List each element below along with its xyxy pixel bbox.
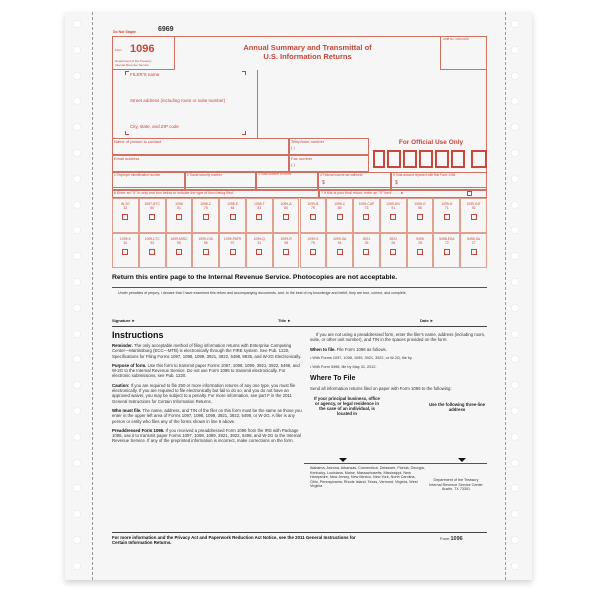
box1-label: 1 Employer identification number [114, 173, 161, 177]
form-type-code: 78 [203, 206, 208, 210]
email-label: Email address [114, 156, 140, 161]
form-type-checkbox[interactable] [122, 249, 128, 255]
tractor-hole [511, 72, 519, 80]
form-type-checkbox[interactable] [337, 214, 343, 220]
footer-form-label: Form [440, 536, 450, 541]
form-type-checkbox[interactable] [390, 214, 396, 220]
tractor-hole [511, 149, 519, 157]
tractor-hole [73, 536, 81, 544]
form-type-checkbox[interactable] [417, 214, 423, 220]
form-type-checkbox[interactable] [203, 214, 209, 220]
tractor-hole [511, 201, 519, 209]
form-type-label: 1099-MISC [170, 237, 188, 241]
form-type-label: 1098-T [253, 202, 265, 206]
tractor-hole [73, 459, 81, 467]
date-field[interactable]: Date ► [420, 318, 434, 323]
form-type-code: 81 [177, 206, 181, 210]
official-use-heading: For Official Use Only [398, 139, 464, 146]
form-type-checkbox[interactable] [444, 249, 450, 255]
form-type-checkbox[interactable] [283, 214, 289, 220]
right-intro: If you are not using a preaddressed form, enter the filer's name, address (including room, suite, or other unit number), and TIN in the spaces provided on the form. [310, 332, 486, 343]
tractor-hole [73, 433, 81, 441]
tractor-hole [511, 46, 519, 54]
form-type-checkbox[interactable] [283, 249, 289, 255]
irs-address [424, 478, 488, 492]
form-type-checkbox[interactable] [363, 214, 369, 220]
instruction-paragraph [112, 428, 302, 444]
form-type-checkbox[interactable] [256, 214, 262, 220]
signature-field[interactable]: Signature ► [112, 318, 136, 323]
form-type-checkbox[interactable] [471, 249, 477, 255]
form-type-checkbox[interactable] [149, 249, 155, 255]
form-type-label: 1099-INT [466, 202, 481, 206]
corner-mark [242, 131, 246, 135]
do-not-staple: Do Not Staple [113, 30, 136, 34]
tractor-hole [73, 278, 81, 286]
form-type-code: 97 [230, 241, 235, 245]
form-type-label: 1099-Q [253, 237, 265, 241]
official-use-box [403, 150, 417, 168]
form-type-code: 31 [257, 241, 262, 245]
form-type-label: 1099-H [441, 202, 453, 206]
form-type-label: 1099-LTC [144, 237, 160, 241]
form-type-code: 32 [123, 206, 128, 210]
form-type-checkbox[interactable] [310, 249, 316, 255]
form-type-label: 3921 [362, 237, 371, 241]
right-perforation [505, 12, 506, 580]
fax-label: Fax number [291, 156, 313, 161]
form-type-checkbox[interactable] [417, 249, 423, 255]
form-type-label: 1097-BTC [144, 202, 160, 206]
form-type-label: 1099-R [280, 237, 292, 241]
form-type-label: 1098-E [227, 202, 238, 206]
form-number: 1096 [130, 43, 155, 55]
tractor-hole [73, 149, 81, 157]
footer-notice: For more information and the Privacy Act and Paperwork Reduction Act Notice, see the 2011 General Instructions for Certain Information Returns. [112, 535, 356, 546]
form-type-checkbox[interactable] [256, 249, 262, 255]
tractor-hole [511, 433, 519, 441]
form-type-label: 1099-OID [198, 237, 214, 241]
tractor-hole [511, 459, 519, 467]
paragraph-text: The only acceptable method of filing information returns with Enterprise Computing Center—Martinsburg (ECC—MTB) is electronically through the FIRE system. See Pub. 1220, Specifications for Filing Forms 1097, 1098, 1099, 3921, 3922, 5498, 8935, and W-2G Electronically. [112, 343, 302, 359]
street-address-field[interactable]: Street address (including room or suite number) [130, 98, 226, 103]
instruction-paragraph [112, 408, 302, 424]
bullet-item: With Forms 1097, 1098, 1099, 3921, 3922, or W-2G, file by [312, 355, 412, 360]
tractor-hole [511, 304, 519, 312]
form-type-code: 72 [444, 241, 449, 245]
footer-form-number: 1096 [450, 536, 463, 542]
box4-dollar: $ [322, 180, 325, 186]
tractor-hole [73, 304, 81, 312]
corner-mark [242, 71, 246, 75]
form-type-code: 25 [364, 241, 369, 245]
handwritten-code: 6969 [158, 26, 174, 33]
line6-label: 6 Enter an "X" in only one box below to indicate the type of form being filed. [114, 191, 234, 195]
box5-label: 5 Total amount reported with this Form 1096 [393, 173, 456, 177]
form-type-checkbox[interactable] [444, 214, 450, 220]
fax-paren: ( ) [291, 162, 295, 167]
form-type-label: 5498-ESA [439, 237, 455, 241]
bullet-item: With Form 5498, file by May 31, 2012. [312, 365, 377, 370]
corner-mark [125, 131, 129, 135]
box5-dollar: $ [395, 180, 398, 186]
paragraph-text: The name, address, and TIN of the filer on this form must be the same as those you enter in the upper left area of Forms 1097, 1098, 1099, 3921, 3922, 5498, or W-2G. A filer is any person or entity who files any of the forms shown in line 6 above. [112, 407, 302, 424]
address-line: Austin, TX 73301 [441, 487, 471, 492]
tractor-hole [73, 407, 81, 415]
form-type-label: 5498 [416, 237, 424, 241]
final-return-checkbox[interactable] [467, 191, 472, 196]
form-type-checkbox[interactable] [363, 249, 369, 255]
form-type-label: 1099-SA [333, 237, 347, 241]
tractor-hole [73, 72, 81, 80]
form-type-code: 73 [364, 206, 369, 210]
form-type-label: 1099-G [414, 202, 426, 206]
paragraph-lead: Reminder. [112, 343, 133, 348]
form-type-checkbox[interactable] [310, 214, 316, 220]
tractor-hole [511, 407, 519, 415]
tractor-hole [73, 20, 81, 28]
box4-label: 4 Federal income tax withheld [320, 173, 363, 177]
paragraph-lead: Who must file. [112, 407, 142, 413]
form-title-line1: Annual Summary and Transmittal of [243, 43, 372, 52]
tractor-hole [511, 330, 519, 338]
divider [304, 463, 487, 464]
paragraph-text: If you received a preaddressed Form 1096 from the IRS with Package 1096, use it to transmit paper Forms 1097, 1098, 1099, 3921, 3922, 5498, and W-2G to the Internal Revenue Service. If any of the preprinted information is incorrect, make corrections on the form. [112, 427, 301, 444]
official-use-box [373, 150, 385, 168]
divider [112, 532, 487, 533]
address-line: Department of the Treasury [433, 478, 479, 482]
form-type-checkbox[interactable] [471, 214, 477, 220]
form-type-code: 28 [418, 241, 422, 245]
form-type-checkbox[interactable] [390, 249, 396, 255]
official-use-box [471, 150, 487, 168]
paragraph-text: Use this form to transmit paper Forms 1097, 1098, 1099, 3921, 3922, 5498, and W-2G to the Internal Revenue Service. Do not use Form 1096 to transmit electronically. For electronic submissions, see Pub. 1220. [112, 362, 300, 379]
line7-label: 7 If this is your final return, enter an "X" here . . . . ► [321, 191, 405, 195]
form-type-checkbox[interactable] [230, 214, 236, 220]
tractor-hole [511, 278, 519, 286]
where-to-file-heading: Where To File [310, 375, 356, 383]
form-type-code: 79 [311, 206, 315, 210]
tractor-hole [511, 20, 519, 28]
tractor-hole [73, 562, 81, 570]
tractor-hole [511, 175, 519, 183]
official-use-box [451, 150, 465, 168]
address-line: Internal Revenue Service Center [429, 482, 483, 487]
arrow-down-icon [458, 458, 466, 462]
form-type-code: 84 [230, 206, 235, 210]
form-type-code: 75 [311, 241, 315, 245]
form-type-label: 1099-K [119, 237, 131, 241]
location-column-head: If your principal business, office or agency, or legal residence in the case of an individual, is located in [314, 395, 380, 416]
form-type-code: 91 [391, 206, 396, 210]
form-type-code: 93 [150, 241, 155, 245]
form-type-label: 1098-C [200, 202, 212, 206]
form-type-checkbox[interactable] [337, 249, 343, 255]
form-type-label: 1099-PATR [223, 237, 242, 241]
instructions-right-column: If you are not using a preaddressed form, enter the filer's name, address (including room, suite, or other unit number), and TIN in the spaces provided on the form. When to file. File Form 1096 as follows. • With Forms 1097, 1098, 1099, 3921, 3922, or W-2G, file by • With Form 5498, file by May 31, 2012. Where To File Send all information returns filed on paper with Form 1096 to the following: If your principal business, office or agency, or legal residence in the case of an individual, is located in Use the following three-line address [310, 332, 486, 416]
form-type-label: 1099-C [334, 202, 346, 206]
instruction-paragraph [112, 363, 302, 379]
form-type-label: 1099-B [307, 202, 319, 206]
tractor-hole [511, 536, 519, 544]
return-notice: Return this entire page to the Internal Revenue Service. Photocopies are not acceptable. [112, 274, 398, 281]
form-type-checkbox[interactable] [230, 249, 236, 255]
telephone-label: Telephone number [291, 139, 325, 144]
left-perforation [92, 12, 93, 580]
department: Department of the Treasury [115, 59, 152, 63]
form-type-label: 3922 [389, 237, 397, 241]
phone-paren: ( ) [291, 145, 295, 150]
official-use-box [435, 150, 449, 168]
form-type-checkbox[interactable] [203, 249, 209, 255]
form-type-checkbox[interactable] [176, 214, 182, 220]
instructions-heading: Instructions [112, 330, 164, 340]
when-text: File Form 1096 as follows. [335, 346, 387, 352]
form-type-code: 10 [123, 241, 128, 245]
form-type-label: 1099-DIV [386, 202, 401, 206]
arrow-down-icon [339, 458, 347, 462]
form-type-label: 5498-SA [466, 237, 481, 241]
divider [112, 326, 487, 327]
address-column-head: Use the following three-line address [428, 401, 486, 412]
tractor-hole [73, 175, 81, 183]
form-type-label: W-2G [120, 202, 130, 206]
paragraph-lead: Preaddressed Form 1096. [112, 427, 165, 433]
tractor-hole [73, 46, 81, 54]
official-use-box [419, 150, 433, 168]
form-label: Form [115, 48, 122, 52]
when-lead: When to file. [310, 346, 336, 352]
instructions-left-column [112, 343, 302, 448]
form-type-checkbox[interactable] [122, 214, 128, 220]
tractor-hole [73, 330, 81, 338]
filer-name-field[interactable]: FILER'S name [130, 72, 160, 77]
form-type-code: 27 [471, 241, 476, 245]
form-type-checkbox[interactable] [149, 214, 155, 220]
form-type-code: 86 [418, 206, 422, 210]
paragraph-lead: Caution: [112, 382, 130, 388]
paragraph-lead: Purpose of form. [112, 362, 147, 368]
official-use-box [387, 150, 401, 168]
perjury-statement: Under penalties of perjury, I declare that I have examined this return and accompanying documents, and, to the best of my knowledge and belief, they are true, correct, and complete. [118, 291, 407, 295]
form-type-code: 95 [177, 241, 181, 245]
tractor-hole [73, 201, 81, 209]
states-list: Alabama, Arizona, Arkansas, Connecticut, Delaware, Florida, Georgia, Kentucky, Louisiana, Maine, Massachusetts, Mississippi, New Hampshire, New Jersey, New Mexico, New York, North Carolina, Ohio, Pennsylvania, Rhode Island, Texas, Vermont, Virginia, West Virginia [310, 466, 425, 489]
title-field[interactable]: Title ► [278, 318, 292, 323]
form-type-code: 26 [391, 241, 396, 245]
service: Internal Revenue Service [115, 63, 149, 67]
where-text: Send all information returns filed on paper with Form 1096 to the following: [310, 386, 452, 392]
box3-label: 3 Total number of forms [258, 172, 292, 176]
form-type-code: 80 [284, 206, 288, 210]
form-type-checkbox[interactable] [176, 249, 182, 255]
divider [112, 287, 487, 288]
contact-name-label: Name of person to contact [114, 139, 161, 144]
form-type-code: 98 [284, 241, 288, 245]
form-type-code: 83 [257, 206, 262, 210]
form-type-label: 1099-A [280, 202, 292, 206]
form-title-line2: U.S. Information Returns [263, 52, 352, 61]
form-type-code: 92 [471, 206, 476, 210]
form-type-label: 1099-CAP [358, 202, 375, 206]
omb-number: OMB No. 1545-0108 [443, 37, 469, 41]
form-type-code: 94 [337, 241, 342, 245]
corner-mark [125, 71, 129, 75]
form-type-label: 1098 [175, 202, 183, 206]
box2-label: 2 Social security number [187, 173, 222, 177]
paragraph-text: If you are required to file 250 or more information returns of any one type, you must file electronically. If you are required to file electronically but fail to do so, and you do not have an approved waiver, you may be subject to a penalty. For more information, see part F in the 2011 General Instructions for Certain Information Returns. [112, 382, 296, 404]
instruction-paragraph [112, 343, 302, 359]
form-type-label: 1099-S [307, 237, 319, 241]
form-type-code: 71 [444, 206, 449, 210]
form-type-code: 85 [337, 206, 342, 210]
form-type-code: 50 [150, 206, 155, 210]
tractor-hole [511, 562, 519, 570]
city-state-zip-field[interactable]: City, state, and ZIP code [130, 124, 179, 129]
form-type-code: 96 [203, 241, 208, 245]
instruction-paragraph [112, 383, 302, 404]
